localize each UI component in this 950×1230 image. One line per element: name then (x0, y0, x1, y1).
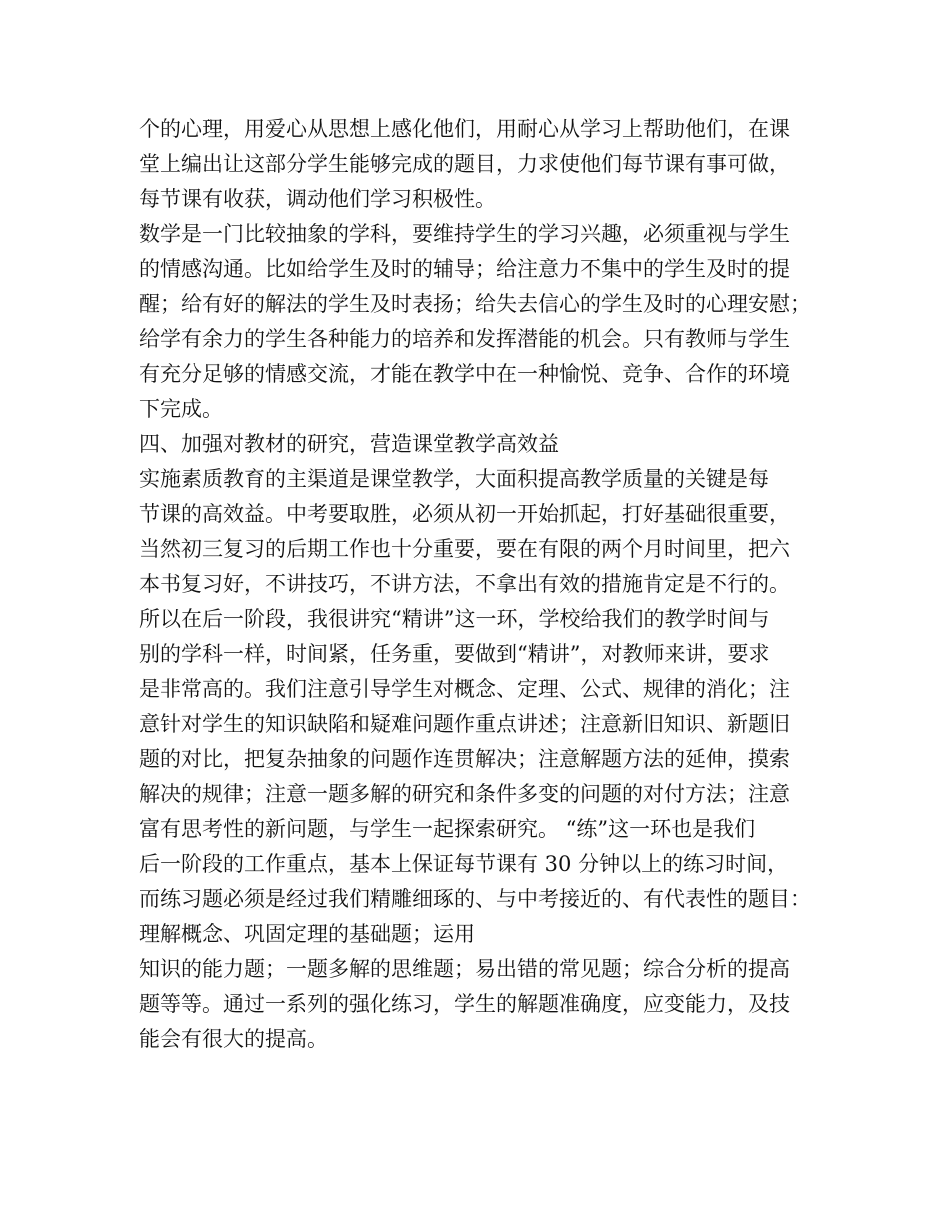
text-line: 堂上编出让这部分学生能够完成的题目，力求使他们每节课有事可做， (139, 152, 790, 176)
text-line: 有充分足够的情感交流，才能在教学中在一种愉悦、竞争、合作的环境 (139, 362, 790, 386)
text-line: 数学是一门比较抽象的学科，要维持学生的学习兴趣，必须重视与学生 (139, 222, 790, 246)
text-line: 题等等。通过一系列的强化练习，学生的解题准确度，应变能力，及技 (139, 992, 790, 1016)
text-line: 每节课有收获，调动他们学习积极性。 (139, 187, 496, 211)
document-body (139, 112, 829, 1057)
text-line: 解决的规律；注意一题多解的研究和条件多变的问题的对付方法；注意 (139, 782, 790, 806)
text-line: 理解概念、巩固定理的基础题；运用 (139, 922, 475, 946)
text-line: 所以在后一阶段，我很讲究“精讲”这一环，学校给我们的教学时间与 (139, 607, 770, 631)
text-line: 节课的高效益。中考要取胜，必须从初一开始抓起，打好基础很重要， (139, 502, 790, 526)
text-line: 是非常高的。我们注意引导学生对概念、定理、公式、规律的消化；注 (139, 677, 790, 701)
text-line: 题的对比，把复杂抽象的问题作连贯解决；注意解题方法的延伸，摸索 (139, 747, 790, 771)
text-line: 别的学科一样，时间紧，任务重，要做到“精讲”，对教师来讲，要求 (139, 642, 770, 666)
text-line: 富有思考性的新问题，与学生一起探索研究。 “练”这一环也是我们 (139, 817, 756, 841)
text-line: 下完成。 (139, 397, 223, 421)
text-line: 而练习题必须是经过我们精雕细琢的、与中考接近的、有代表性的题目： (139, 887, 811, 911)
text-line: 给学有余力的学生各种能力的培养和发挥潜能的机会。只有教师与学生 (139, 327, 790, 351)
text-line: 个的心理，用爱心从思想上感化他们，用耐心从学习上帮助他们，在课 (139, 117, 790, 141)
text-line: 实施素质教育的主渠道是课堂教学，大面积提高教学质量的关键是每 (139, 467, 769, 491)
text-line: 意针对学生的知识缺陷和疑难问题作重点讲述；注意新旧知识、新题旧 (139, 712, 790, 736)
text-line: 的情感沟通。比如给学生及时的辅导；给注意力不集中的学生及时的提 (139, 257, 790, 281)
text-line: 本书复习好，不讲技巧，不讲方法，不拿出有效的措施肯定是不行的。 (139, 572, 790, 596)
text-line: 当然初三复习的后期工作也十分重要，要在有限的两个月时间里，把六 (139, 537, 790, 561)
text-line: 知识的能力题；一题多解的思维题；易出错的常见题；综合分析的提高 (139, 957, 790, 981)
text-line: 醒；给有好的解法的学生及时表扬；给失去信心的学生及时的心理安慰； (139, 292, 811, 316)
text-line: 后一阶段的工作重点，基本上保证每节课有 30 分钟以上的练习时间， (139, 852, 789, 876)
text-line: 能会有很大的提高。 (139, 1027, 328, 1051)
section-heading: 四、加强对教材的研究，营造课堂教学高效益 (139, 432, 559, 456)
